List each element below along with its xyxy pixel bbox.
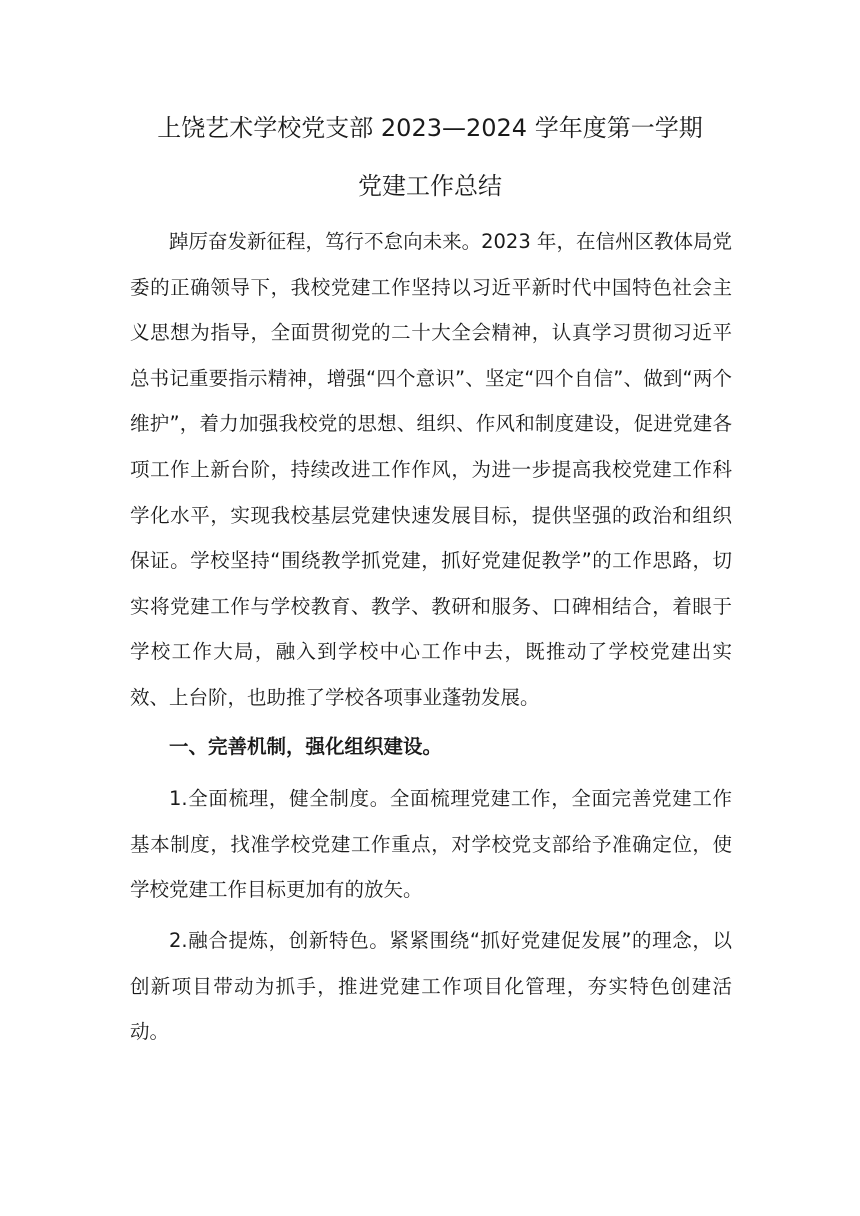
section-1-item-2: 2.融合提炼，创新特色。紧紧围绕“抓好党建促发展”的理念，以创新项目带动为抓手，推进党建工作项目化管理，夯实特色创建活动。 [130,929,732,1044]
intro-paragraph: 踔厉奋发新征程，笃行不怠向未来。2023 年，在信州区教体局党委的正确领导下，我校党建工作坚持以习近平新时代中国特色社会主义思想为指导，全面贯彻党的二十大全会精神，认真学习贯彻习近平总书记重要指示精神，增强“四个意识”、坚定“四个自信”、做到“两个维护”，着力加强我校党的思想、组织、作风和制度建设，促进党建各项工作上新台阶，持续改进工作作风，为进一步提高我校党建工作科学化水平，实现我校基层党建快速发展目标，提供坚强的政治和组织保证。学校坚持“围绕教学抓党建，抓好党建促教学”的工作思路，切实将党建工作与学校教育、教学、教研和服务、口碑相结合，着眼于学校工作大局，融入到学校中心工作中去，既推动了学校党建出实效、上台阶，也助推了学校各项事业蓬勃发展。 [130,230,732,709]
section-1-heading: 一、完善机制，强化组织建设。 [169,735,443,758]
intro-paragraph-block [130,219,732,721]
section-1-item-1-block [130,776,732,913]
section-1-item-1: 1.全面梳理，健全制度。全面梳理党建工作，全面完善党建工作基本制度，找准学校党建工作重点，对学校党支部给予准确定位，使学校党建工作目标更加有的放矢。 [130,787,732,902]
document-title-line-2: 党建工作总结 [358,172,502,200]
section-1-item-2-block [130,918,732,1055]
document-title-line-1: 上饶艺术学校党支部 2023—2024 学年度第一学期 [157,114,703,142]
